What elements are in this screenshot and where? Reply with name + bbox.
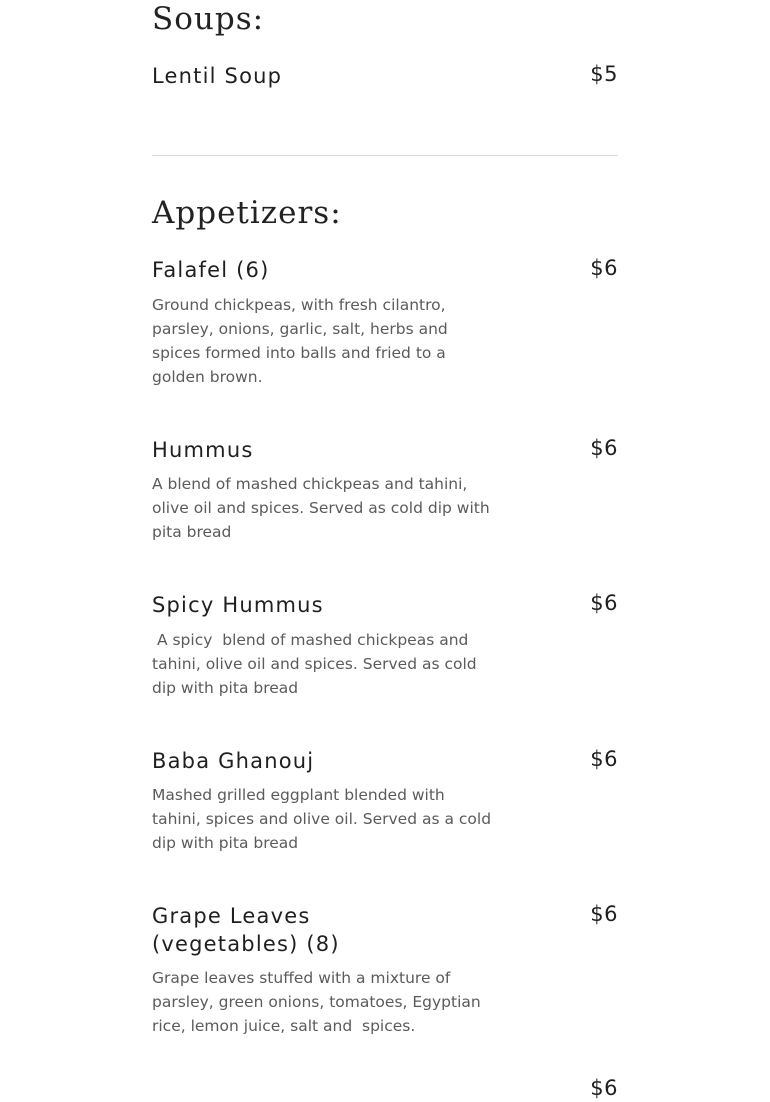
menu-item-name: Spicy Hummus	[152, 593, 324, 617]
menu-item-description: Ground chickpeas, with fresh cilantro, parsley, onions, garlic, salt, herbs and spices formed into balls and fried to a golden brown.	[152, 296, 453, 386]
menu-item-name: Baba Ghanouj	[152, 749, 315, 773]
menu-item-description: Mashed grilled eggplant blended with tahini, spices and olive oil. Served as a cold dip with pita bread	[152, 786, 496, 852]
section-divider	[152, 155, 618, 156]
menu-item-price: $6	[590, 436, 618, 460]
menu-item-description: A blend of mashed chickpeas and tahini, olive oil and spices. Served as cold dip with pita bread	[152, 475, 495, 541]
menu-item-price: $6	[590, 256, 618, 280]
appetizers-section-title: Appetizers:	[152, 195, 342, 231]
menu-item-price: $6	[590, 1076, 618, 1100]
menu-item-price: $5	[590, 62, 618, 86]
menu-item-name: Falafel (6)	[152, 258, 270, 282]
menu-item-description: Grape leaves stuffed with a mixture of parsley, green onions, tomatoes, Egyptian rice, lemon juice, salt and spices.	[152, 969, 486, 1035]
menu-item-name: Hummus	[152, 438, 254, 462]
menu-item-price: $6	[590, 747, 618, 771]
menu-item-description: A spicy blend of mashed chickpeas and tahini, olive oil and spices. Served as cold dip with pita bread	[152, 631, 482, 697]
menu-item-name: Grape Leaves (vegetables) (8)	[152, 904, 340, 956]
menu-item-name: Lentil Soup	[152, 64, 283, 88]
menu-item-price: $6	[590, 902, 618, 926]
soups-section-title: Soups:	[152, 1, 265, 37]
menu-item-price: $6	[590, 591, 618, 615]
